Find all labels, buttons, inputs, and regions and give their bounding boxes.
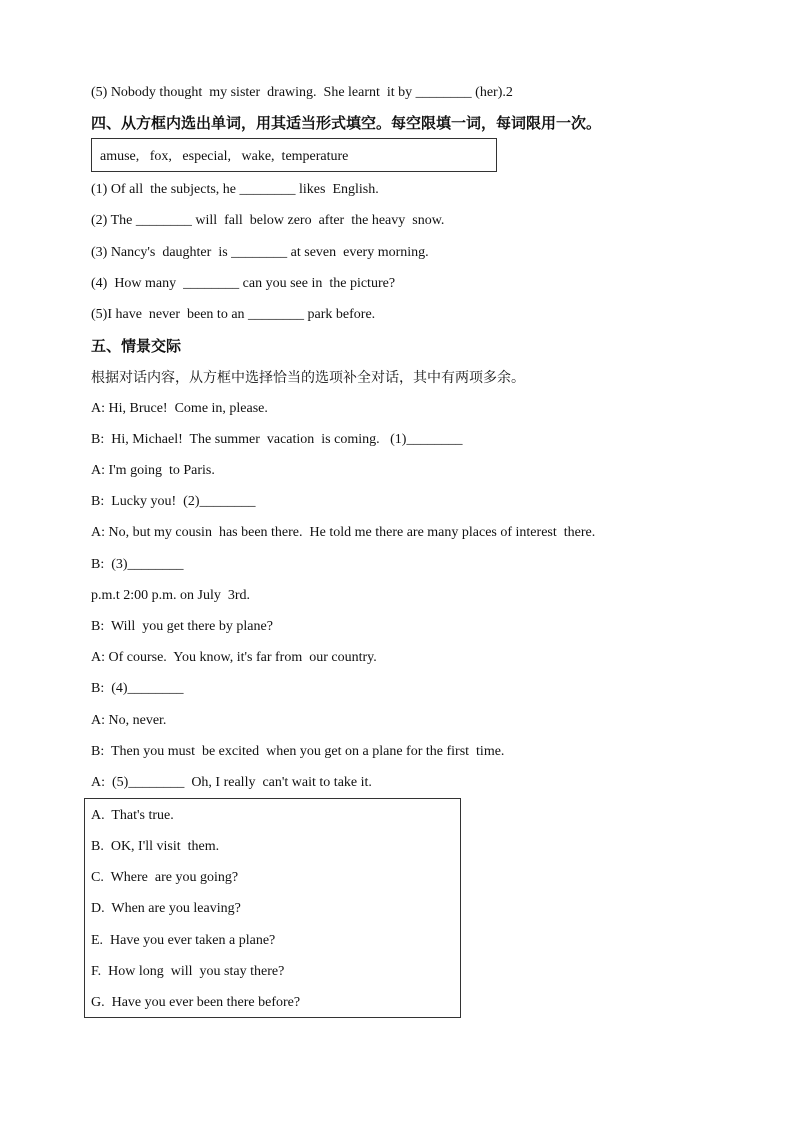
dialogue-line-13: A: (5)________ Oh, I really can't wait to take it.	[91, 775, 372, 790]
dialogue-line-1: A: Hi, Bruce! Come in, please.	[91, 401, 268, 416]
dialogue-line-10: B: (4)________	[91, 681, 184, 696]
section-4-item-1: (1) Of all the subjects, he ________ likes English.	[91, 182, 379, 197]
dialogue-line-6: B: (3)________	[91, 557, 184, 572]
dialogue-line-3: A: I'm going to Paris.	[91, 463, 215, 478]
dialogue-line-5: A: No, but my cousin has been there. He told me there are many places of interest there.	[91, 525, 596, 540]
option-d: D. When are you leaving?	[91, 901, 241, 916]
dialogue-line-9: A: Of course. You know, it's far from our country.	[91, 650, 377, 665]
dialogue-line-2: B: Hi, Michael! The summer vacation is coming. (1)________	[91, 432, 463, 447]
section-5-instruction: 根据对话内容，从方框中选择恰当的选项补全对话，其中有两项多余。	[91, 370, 525, 386]
option-g: G. Have you ever been there before?	[91, 995, 301, 1010]
section-4-item-5: (5)I have never been to an ________ park before.	[91, 307, 376, 322]
section-4-item-3: (3) Nancy's daughter is ________ at seven every morning.	[91, 245, 429, 260]
dialogue-line-4: B: Lucky you! (2)________	[91, 494, 256, 509]
dialogue-line-7: p.m.t 2:00 p.m. on July 3rd.	[91, 588, 251, 603]
section-5-heading: 五、情景交际	[91, 337, 182, 355]
word-box	[91, 138, 497, 172]
option-a: A. That's true.	[91, 808, 174, 823]
option-c: C. Where are you going?	[91, 870, 239, 885]
section-4-heading: 四、从方框内选出单词，用其适当形式填空。每空限填一词，每词限用一次。	[91, 114, 602, 132]
option-f: F. How long will you stay there?	[91, 964, 285, 979]
options-box	[84, 798, 461, 1018]
dialogue-line-11: A: No, never.	[91, 713, 167, 728]
option-b: B. OK, I'll visit them.	[91, 839, 220, 854]
dialogue-line-12: B: Then you must be excited when you get on a plane for the first time.	[91, 744, 505, 759]
dialogue-line-8: B: Will you get there by plane?	[91, 619, 273, 634]
section-4-item-2: (2) The ________ will fall below zero after the heavy snow.	[91, 213, 445, 228]
word-box-text: amuse, fox, especial, wake, temperature	[100, 149, 349, 164]
question-3-item-5: (5) Nobody thought my sister drawing. She learnt it by ________ (her).2	[91, 85, 513, 100]
option-e: E. Have you ever taken a plane?	[91, 933, 276, 948]
section-4-item-4: (4) How many ________ can you see in the picture?	[91, 276, 396, 291]
